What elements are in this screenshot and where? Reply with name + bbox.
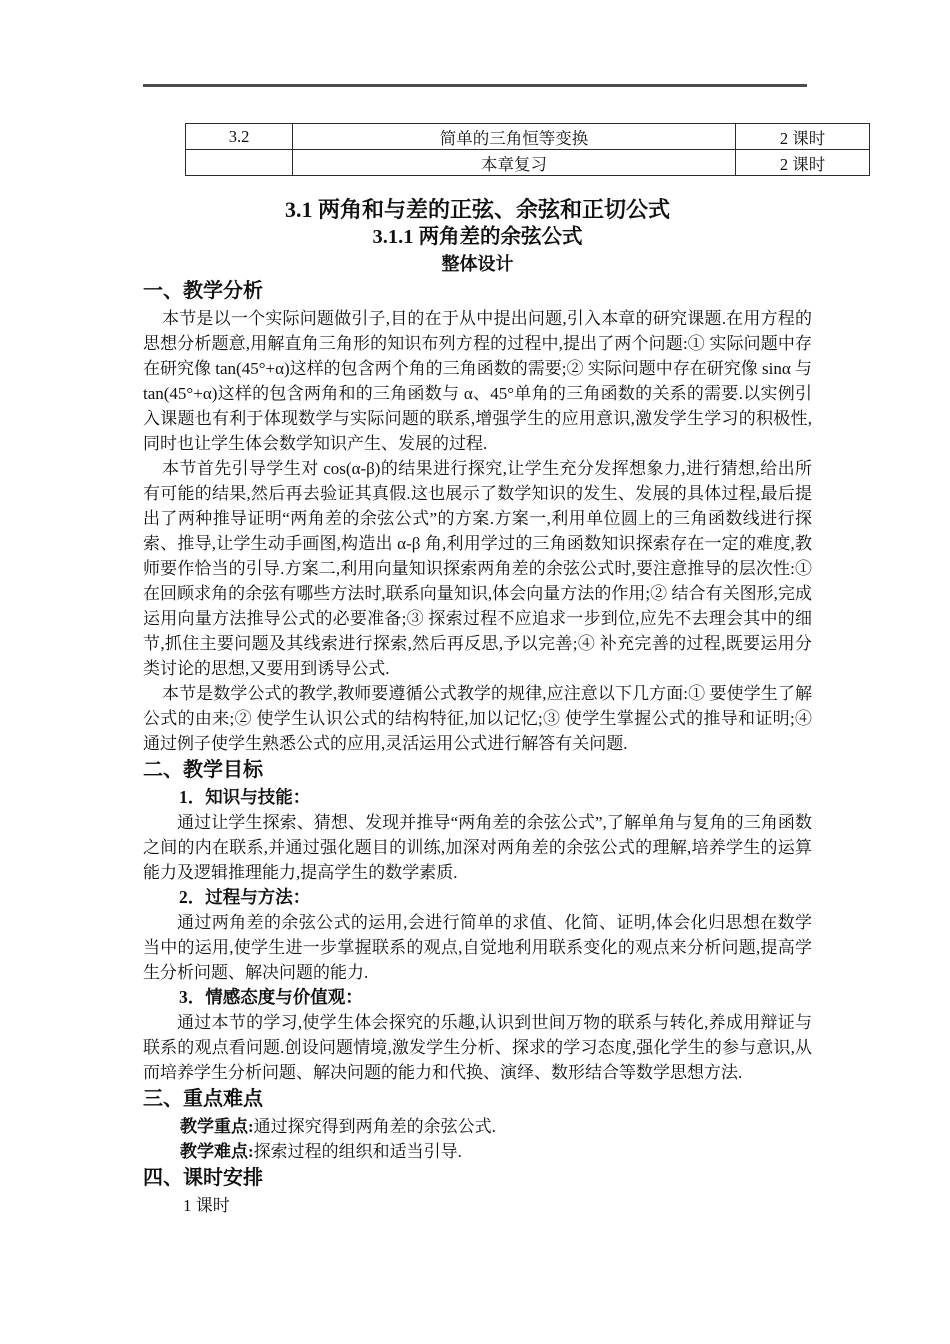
teaching-focus-text: 通过探究得到两角差的余弦公式. xyxy=(253,1117,496,1136)
objective-body-process-methods: 通过两角差的余弦公式的运用,会进行简单的求值、化简、证明,体会化归思想在数学当中的运用,使学生进一步掌握联系的观点,自觉地利用联系变化的观点来分析问题,提高学生分析问题、解决问题的能力. xyxy=(143,913,812,982)
objective-title-process-methods: 2．过程与方法： xyxy=(179,887,311,907)
cell-lesson-title: 本章复习 xyxy=(293,150,736,176)
table-row xyxy=(186,124,870,150)
design-subtitle: 整体设计 xyxy=(441,254,514,274)
teaching-difficulty-label: 教学难点: xyxy=(180,1142,254,1161)
teaching-difficulty-text: 探索过程的组织和适当引导. xyxy=(253,1142,462,1161)
heading-key-points: 三、重点难点 xyxy=(143,1088,263,1110)
heading-teaching-objectives: 二、教学目标 xyxy=(143,759,263,781)
objective-title-knowledge-skills: 1．知识与技能： xyxy=(179,787,311,807)
cell-periods: 2 课时 xyxy=(736,150,870,176)
chapter-schedule-table xyxy=(185,123,870,176)
document-content xyxy=(143,196,812,1218)
cell-section-number xyxy=(186,150,293,176)
cell-periods: 2 课时 xyxy=(736,124,870,150)
table-row xyxy=(186,150,870,176)
heading-teaching-analysis: 一、教学分析 xyxy=(143,280,263,302)
cell-lesson-title: 简单的三角恒等变换 xyxy=(293,124,736,150)
period-count: 1 课时 xyxy=(183,1196,230,1215)
objective-title-emotion-values: 3．情感态度与价值观： xyxy=(179,987,363,1007)
analysis-paragraph-3: 本节是数学公式的教学,教师要遵循公式教学的规律,应注意以下几方面:① 要使学生了解公式的由来;② 使学生认识公式的结构特征,加以记忆;③ 使学生掌握公式的推导和证明;④ 通过例子使学生熟悉公式的应用,灵活运用公式进行解答有关问题. xyxy=(143,684,812,753)
objective-body-knowledge-skills: 通过让学生探索、猜想、发现并推导“两角差的余弦公式”,了解单角与复角的三角函数之间的内在联系,并通过强化题目的训练,加深对两角差的余弦公式的理解,培养学生的运算能力及逻辑推理能力,提高学生的数学素质. xyxy=(143,813,812,882)
heading-period-arrangement: 四、课时安排 xyxy=(143,1167,263,1189)
page-header-rule xyxy=(143,84,807,87)
cell-section-number: 3.2 xyxy=(186,124,293,150)
teaching-focus-line xyxy=(143,1114,812,1139)
teaching-difficulty-line xyxy=(143,1139,812,1164)
teaching-focus-label: 教学重点: xyxy=(180,1117,254,1136)
objective-body-emotion-values: 通过本节的学习,使学生体会探究的乐趣,认识到世间万物的联系与转化,养成用辩证与联系的观点看问题.创设问题情境,激发学生分析、探求的学习态度,强化学生的参与意识,从而培养学生分析问题、解决问题的能力和代换、演绎、数形结合等数学思想方法. xyxy=(143,1013,812,1082)
section-title: 3.1.1 两角差的余弦公式 xyxy=(372,226,583,248)
chapter-title: 3.1 两角和与差的正弦、余弦和正切公式 xyxy=(284,197,670,222)
analysis-paragraph-2: 本节首先引导学生对 cos(α-β)的结果进行探究,让学生充分发挥想象力,进行猜想,给出所有可能的结果,然后再去验证其真假.这也展示了数学知识的发生、发展的具体过程,最后提出了两种推导证明“两角差的余弦公式”的方案.方案一,利用单位圆上的三角函数线进行探索、推导,让学生动手画图,构造出 α-β 角,利用学过的三角函数知识探索存在一定的难度,教师要作恰当的引导.方案二,利用向量知识探索两角差的余弦公式时,要注意推导的层次性:① 在回顾求角的余弦有哪些方法时,联系向量知识,体会向量方法的作用;② 结合有关图形,完成运用向量方法推导公式的必要准备;③ 探索过程不应追求一步到位,应先不去理会其中的细节,抓住主要问题及其线索进行探索,然后再反思,予以完善;④ 补充完善的过程,既要运用分类讨论的思想,又要用到诱导公式. xyxy=(143,459,812,678)
analysis-paragraph-1: 本节是以一个实际问题做引子,目的在于从中提出问题,引入本章的研究课题.在用方程的思想分析题意,用解直角三角形的知识布列方程的过程中,提出了两个问题:① 实际问题中存在研究像 tan(45°+α)这样的包含两个角的三角函数的需要;② 实际问题中存在研究像 sinα 与tan(45°+α)这样的包含两角和的三角函数与 α、45°单角的三角函数的关系的需要.以实例引入课题也有利于体现数学与实际问题的联系,增强学生的应用意识,激发学生学习的积极性,同时也让学生体会数学知识产生、发展的过程. xyxy=(143,309,812,453)
